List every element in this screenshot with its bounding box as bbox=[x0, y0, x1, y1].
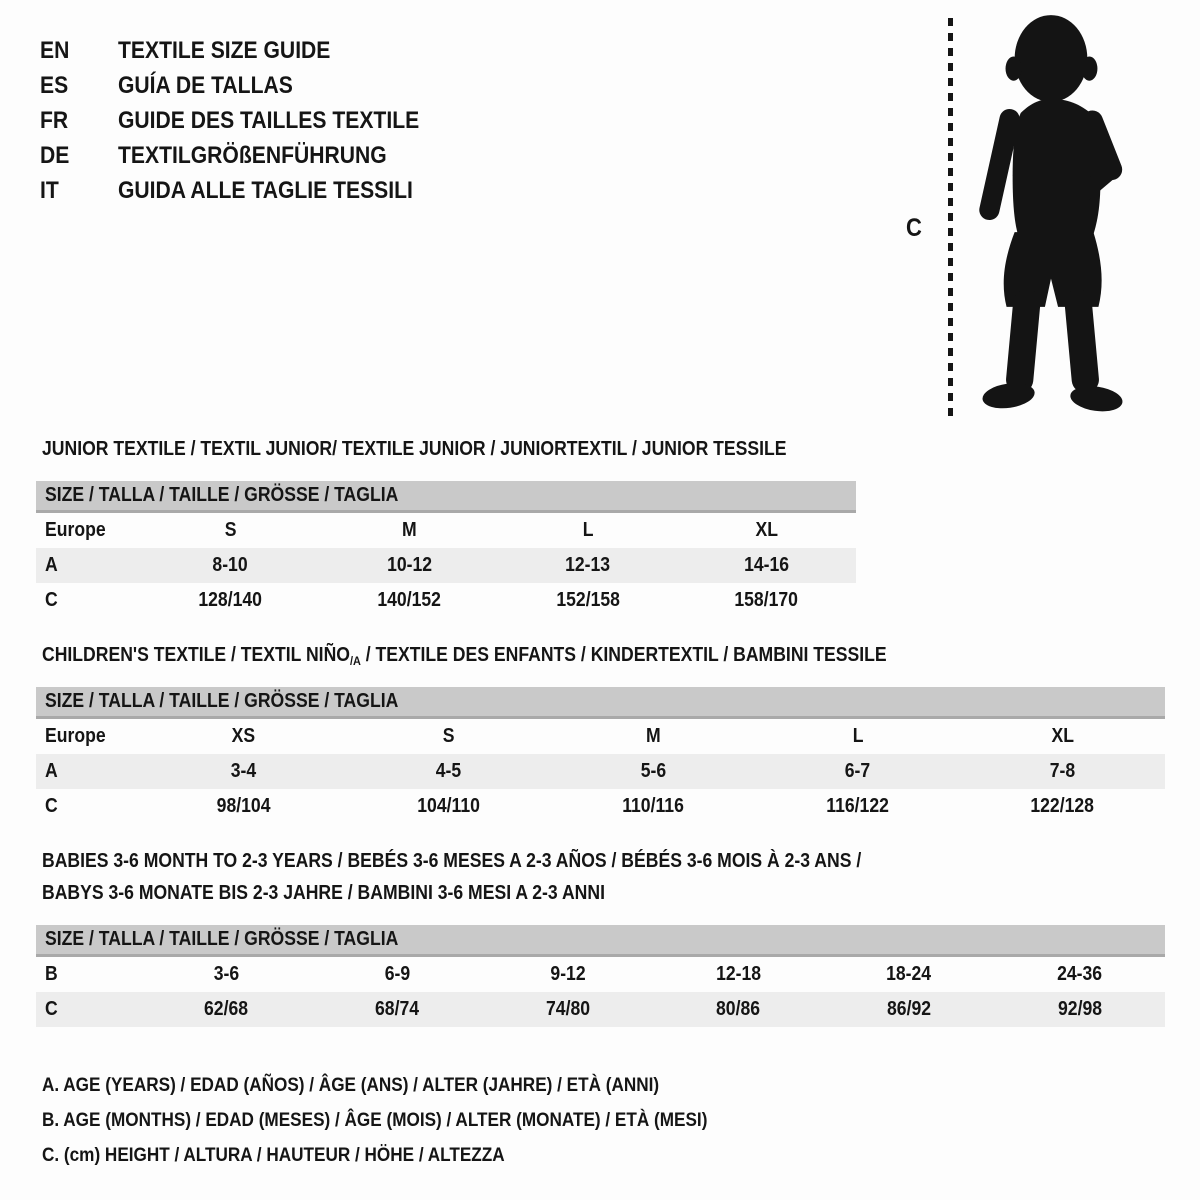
table-row bbox=[36, 957, 1165, 992]
table-title-line: JUNIOR TEXTILE / TEXTIL JUNIOR/ TEXTILE JUNIOR / JUNIORTEXTIL / JUNIOR TESSILE bbox=[42, 438, 787, 460]
table-cell: 6-7 bbox=[845, 760, 871, 782]
table-row bbox=[36, 583, 856, 618]
table-body bbox=[36, 957, 1165, 1027]
table-cell: 110/116 bbox=[622, 795, 684, 817]
guide-title: GUÍA DE TALLAS bbox=[118, 71, 293, 99]
table-cell: 14-16 bbox=[744, 554, 790, 576]
toddler-silhouette-icon bbox=[962, 8, 1144, 422]
table-row bbox=[36, 992, 1165, 1027]
childrens-textile-section bbox=[36, 639, 1165, 824]
guide-title: GUIDE DES TAILLES TEXTILE bbox=[118, 106, 420, 134]
size-header-label: SIZE / TALLA / TAILLE / GRÖSSE / TAGLIA bbox=[45, 928, 399, 950]
table-title-line: BABIES 3-6 MONTH TO 2-3 YEARS / BEBÉS 3-6 MESES A 2-3 AÑOS / BÉBÉS 3-6 MOIS À 2-3 ANS / bbox=[42, 850, 862, 872]
table-cell: 6-9 bbox=[384, 963, 410, 985]
guide-title: TEXTILE SIZE GUIDE bbox=[118, 36, 331, 64]
table-cell: 10-12 bbox=[386, 554, 432, 576]
language-row bbox=[40, 138, 460, 173]
language-code: DE bbox=[40, 141, 70, 169]
junior-textile-section bbox=[36, 433, 856, 618]
language-code: IT bbox=[40, 176, 59, 204]
table-cell: 8-10 bbox=[212, 554, 248, 576]
height-measure-line bbox=[948, 18, 953, 416]
table-cell: XL bbox=[1051, 725, 1074, 747]
table-cell: 158/170 bbox=[734, 589, 799, 611]
table-title-line: BABYS 3-6 MONATE BIS 2-3 JAHRE / BAMBINI 3-6 MESI A 2-3 ANNI bbox=[42, 882, 605, 904]
size-header-label: SIZE / TALLA / TAILLE / GRÖSSE / TAGLIA bbox=[45, 690, 399, 712]
table-cell: 24-36 bbox=[1057, 963, 1103, 985]
row-label: B bbox=[45, 963, 58, 985]
table-row bbox=[36, 513, 856, 548]
language-row bbox=[40, 173, 460, 208]
guide-title: TEXTILGRÖßENFÜHRUNG bbox=[118, 141, 387, 169]
table-body bbox=[36, 513, 856, 618]
table-cell: 122/128 bbox=[1030, 795, 1095, 817]
table-cell: 152/158 bbox=[556, 589, 620, 611]
table-cell: S bbox=[224, 519, 237, 541]
table-cell: 9-12 bbox=[550, 963, 586, 985]
table-cell: M bbox=[401, 519, 417, 541]
language-row bbox=[40, 103, 460, 138]
table-cell: 86/92 bbox=[886, 998, 932, 1020]
table-title bbox=[42, 433, 856, 465]
table-cell: 7-8 bbox=[1049, 760, 1076, 782]
footnote: C. (cm) HEIGHT / ALTURA / HAUTEUR / HÖHE / ALTEZZA bbox=[42, 1144, 505, 1166]
height-measure-label: C bbox=[906, 214, 922, 242]
table-title bbox=[42, 845, 1165, 909]
table-cell: 12-18 bbox=[715, 963, 761, 985]
table-cell: 104/110 bbox=[416, 795, 480, 817]
row-label: Europe bbox=[45, 725, 106, 747]
table-cell: 128/140 bbox=[198, 589, 263, 611]
table-cell: 18-24 bbox=[886, 963, 932, 985]
language-title-list bbox=[40, 33, 460, 208]
row-label: A bbox=[45, 554, 58, 576]
size-header-bar bbox=[36, 925, 1165, 957]
language-code: FR bbox=[40, 106, 69, 134]
babies-textile-section bbox=[36, 845, 1165, 1027]
language-row bbox=[40, 33, 460, 68]
table-title bbox=[42, 639, 1165, 671]
footnote: A. AGE (YEARS) / EDAD (AÑOS) / ÂGE (ANS) / ALTER (JAHRE) / ETÀ (ANNI) bbox=[42, 1074, 660, 1096]
table-cell: 62/68 bbox=[204, 998, 249, 1020]
footnotes bbox=[42, 1068, 798, 1173]
row-label: Europe bbox=[45, 519, 106, 541]
guide-title: GUIDA ALLE TAGLIE TESSILI bbox=[118, 176, 413, 204]
table-row bbox=[36, 789, 1165, 824]
table-cell: 92/98 bbox=[1057, 998, 1102, 1020]
table-cell: 4-5 bbox=[435, 760, 461, 782]
table-body bbox=[36, 719, 1165, 824]
table-cell: XL bbox=[755, 519, 778, 541]
row-label: A bbox=[45, 760, 58, 782]
table-row bbox=[36, 719, 1165, 754]
table-cell: L bbox=[852, 725, 864, 747]
table-cell: XS bbox=[231, 725, 256, 747]
table-cell: 140/152 bbox=[377, 589, 441, 611]
language-code: ES bbox=[40, 71, 69, 99]
table-cell: 74/80 bbox=[545, 998, 590, 1020]
table-row bbox=[36, 548, 856, 583]
row-label: C bbox=[45, 589, 58, 611]
table-cell: 5-6 bbox=[640, 760, 666, 782]
size-header-bar bbox=[36, 481, 856, 513]
footnote: B. AGE (MONTHS) / EDAD (MESES) / ÂGE (MOIS) / ALTER (MONATE) / ETÀ (MESI) bbox=[42, 1109, 708, 1131]
size-header-bar bbox=[36, 687, 1165, 719]
language-code: EN bbox=[40, 36, 70, 64]
row-label: C bbox=[45, 998, 58, 1020]
row-label: C bbox=[45, 795, 58, 817]
size-header-label: SIZE / TALLA / TAILLE / GRÖSSE / TAGLIA bbox=[45, 484, 399, 506]
table-cell: L bbox=[582, 519, 594, 541]
table-cell: 116/122 bbox=[826, 795, 890, 817]
table-title-line: CHILDREN'S TEXTILE / TEXTIL $NIÑO_{/A}$ / TEXTILE DES ENFANTS / KINDERTEXTIL / BAMBINI TESSILE bbox=[42, 644, 887, 668]
table-cell: S bbox=[442, 725, 455, 747]
table-cell: M bbox=[645, 725, 661, 747]
language-row bbox=[40, 68, 460, 103]
table-cell: 12-13 bbox=[565, 554, 611, 576]
table-cell: 80/86 bbox=[716, 998, 761, 1020]
table-row bbox=[36, 754, 1165, 789]
table-cell: 3-4 bbox=[230, 760, 257, 782]
table-cell: 68/74 bbox=[374, 998, 420, 1020]
table-cell: 98/104 bbox=[216, 795, 271, 817]
table-cell: 3-6 bbox=[213, 963, 240, 985]
